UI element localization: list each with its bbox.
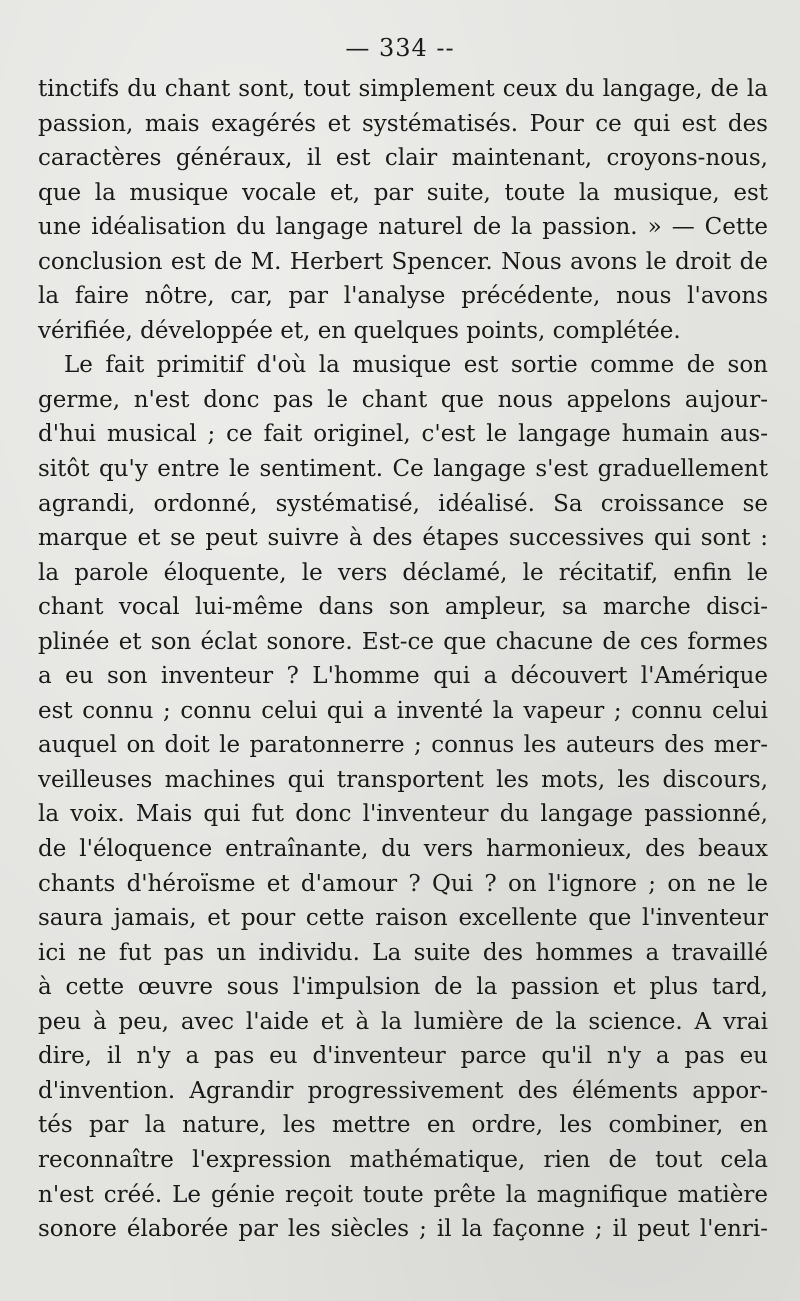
text-line: ici ne fut pas un individu. La suite des hommes a travaillé <box>38 939 768 966</box>
page-number: — 334 -- <box>345 34 455 62</box>
text-line: que la musique vocale et, par suite, toute la musique, est <box>38 179 768 206</box>
text-line: marque et se peut suivre à des étapes successives qui sont : <box>38 525 768 552</box>
text-line: d'invention. Agrandir progressivement des éléments appor- <box>38 1077 768 1104</box>
text-line: dire, il n'y a pas eu d'inventeur parce qu'il n'y a pas eu <box>38 1043 768 1070</box>
text-line: la parole éloquente, le vers déclamé, le récitatif, enfin le <box>38 559 768 586</box>
text-line: d'hui musical ; ce fait originel, c'est le langage humain aus- <box>38 421 768 448</box>
text-line: passion, mais exagérés et systématisés. Pour ce qui est des <box>38 110 768 137</box>
body-text <box>38 72 768 1247</box>
text-line: sonore élaborée par les siècles ; il la façonne ; il peut l'enri- <box>38 1216 768 1243</box>
text-line: à cette œuvre sous l'impulsion de la passion et plus tard, <box>38 974 768 1001</box>
text-line: tés par la nature, les mettre en ordre, les combiner, en <box>38 1112 768 1139</box>
text-line: la faire nôtre, car, par l'analyse précédente, nous l'avons <box>38 283 768 310</box>
text-line: est connu ; connu celui qui a inventé la vapeur ; connu celui <box>38 697 768 724</box>
text-line: chants d'héroïsme et d'amour ? Qui ? on l'ignore ; on ne le <box>38 870 768 897</box>
text-line: conclusion est de M. Herbert Spencer. Nous avons le droit de <box>38 248 768 275</box>
text-line: une idéalisation du langage naturel de la passion. » — Cette <box>38 214 768 241</box>
text-line: n'est créé. Le génie reçoit toute prête la magnifique matière <box>38 1181 768 1208</box>
text-line: plinée et son éclat sonore. Est-ce que chacune de ces formes <box>38 628 768 655</box>
text-line: saura jamais, et pour cette raison excellente que l'inventeur <box>38 905 768 932</box>
text-line: de l'éloquence entraînante, du vers harmonieux, des beaux <box>38 836 768 863</box>
text-line: peu à peu, avec l'aide et à la lumière de la science. A vrai <box>38 1008 768 1035</box>
text-line: chant vocal lui-même dans son ampleur, sa marche disci- <box>38 594 768 621</box>
text-line: agrandi, ordonné, systématisé, idéalisé. Sa croissance se <box>38 490 768 517</box>
text-line: caractères généraux, il est clair maintenant, croyons-nous, <box>38 145 768 172</box>
text-line: germe, n'est donc pas le chant que nous appelons aujour- <box>38 386 768 413</box>
text-line: Le fait primitif d'où la musique est sortie comme de son <box>64 352 768 379</box>
text-line: vérifiée, développée et, en quelques points, complétée. <box>38 317 681 344</box>
text-line: auquel on doit le paratonnerre ; connus les auteurs des mer- <box>38 732 768 759</box>
text-line: sitôt qu'y entre le sentiment. Ce langage s'est graduellement <box>38 456 768 483</box>
text-line: tinctifs du chant sont, tout simplement ceux du langage, de la <box>38 76 768 102</box>
text-line: veilleuses machines qui transportent les mots, les discours, <box>38 766 768 793</box>
text-line: a eu son inventeur ? L'homme qui a découvert l'Amérique <box>38 663 768 690</box>
text-line: reconnaître l'expression mathématique, rien de tout cela <box>38 1146 768 1173</box>
text-line: la voix. Mais qui fut donc l'inventeur du langage passionné, <box>38 801 768 828</box>
